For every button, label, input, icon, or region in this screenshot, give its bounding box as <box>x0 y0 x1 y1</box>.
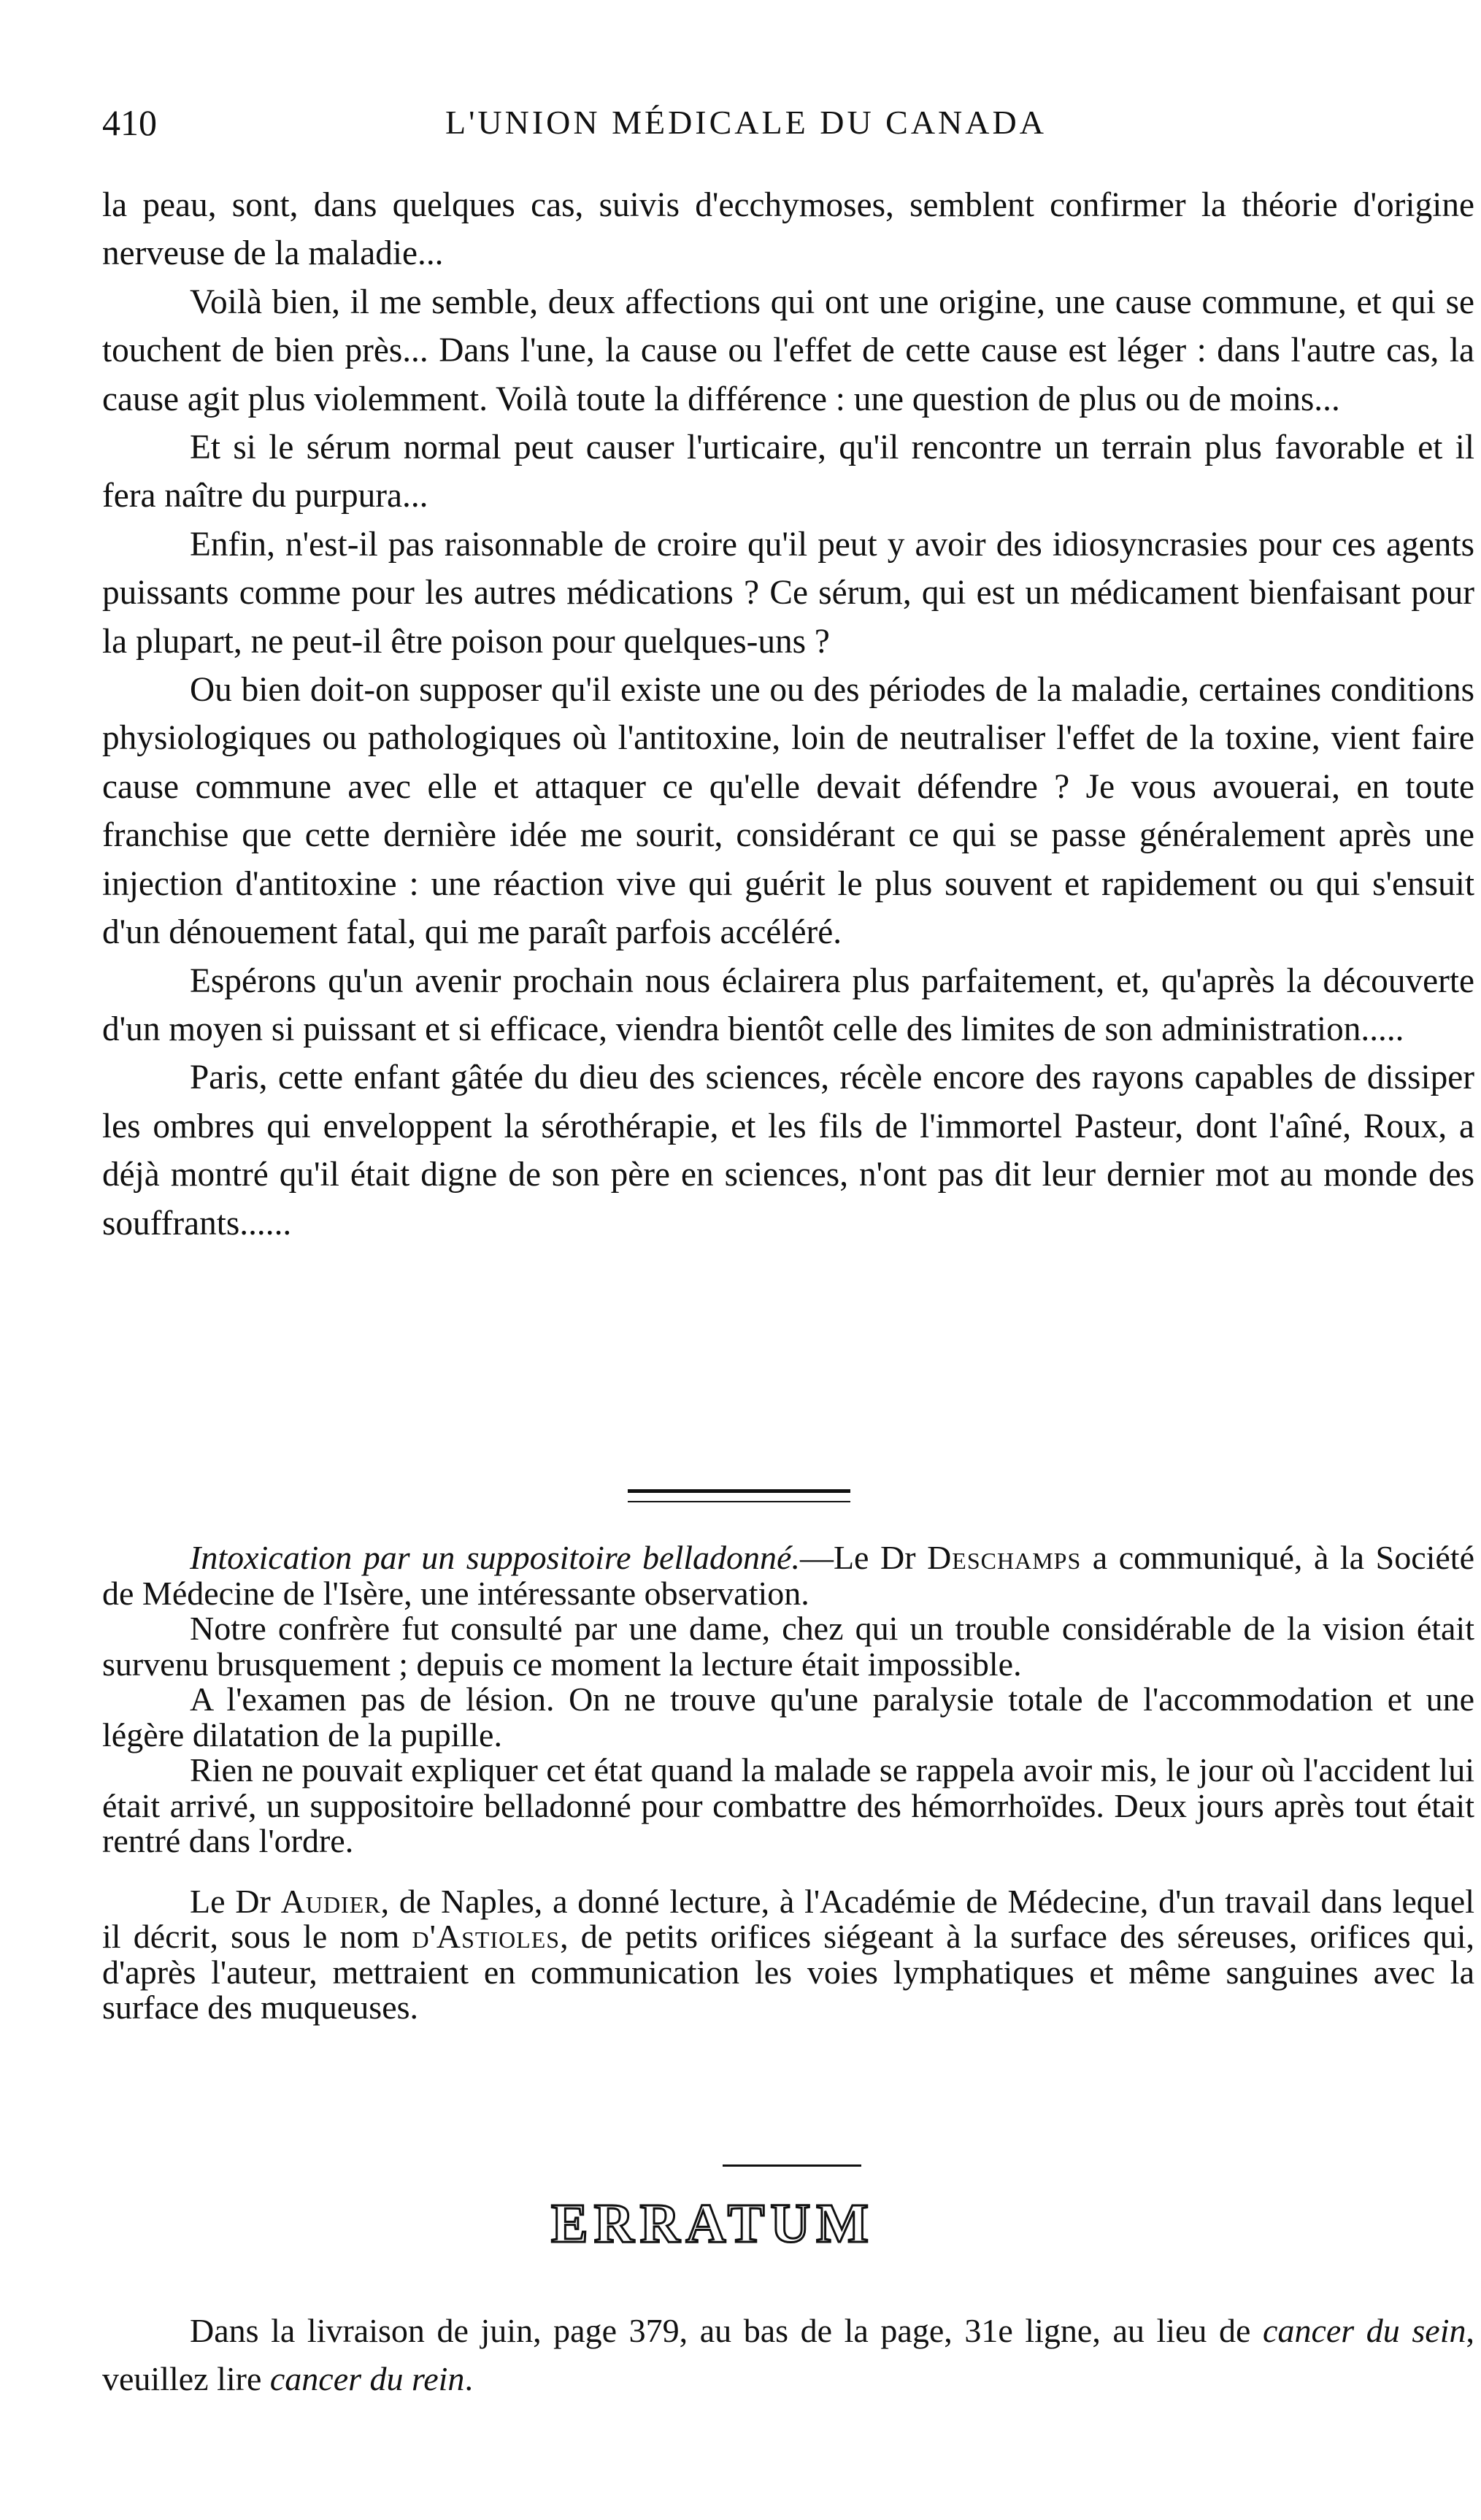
rule-divider <box>723 2164 861 2167</box>
erratum-paragraph <box>102 2307 1474 2403</box>
erratum-text-part: . <box>464 2360 473 2397</box>
notice-astioles <box>102 1884 1474 2026</box>
notice-text: a communiqué, à la Société de Médecine de l'Isère, une intéressante observation. <box>102 1539 1475 1612</box>
erratum-text <box>102 2307 1474 2403</box>
body-paragraph: Voilà bien, il me semble, deux affections qui ont une origine, une cause commune, et qui se touchent de bien près... Dans l'une, la cause ou l'effet de cette cause est léger : dans l'autre cas, la cause agit plus violemment. Voilà toute la différence : une question de plus ou de moins... <box>102 283 1474 418</box>
notice-lead: Le Dr <box>190 1882 281 1920</box>
double-rule-divider <box>628 1489 850 1502</box>
erratum-correct-term: cancer du rein <box>269 2360 465 2397</box>
notice-text: , de Naples, a donné lecture, à l'Académie de Médecine, d'un travail dans lequel il décrit, sous le nom <box>102 1882 1474 1955</box>
notice-lead: —Le Dr <box>799 1539 928 1576</box>
running-title: L'UNION MÉDICALE DU CANADA <box>445 104 1047 141</box>
erratum-heading-block <box>0 2187 1481 2260</box>
page-number: 410 <box>102 102 157 143</box>
notice-paragraph: A l'examen pas de lésion. On ne trouve qu'une paralysie totale de l'accommodation et une légère dilatation de la pupille. <box>102 1680 1474 1753</box>
page-header <box>102 101 1416 145</box>
term-name: d'Astioles <box>412 1918 561 1955</box>
notice-text: , de petits orifices siégeant à la surface des séreuses, orifices qui, d'après l'auteur, mettraient en communication les voies lymphatiques et même sanguines avec la surface des muqueuses. <box>102 1918 1474 2026</box>
news-notices <box>102 1540 1474 2026</box>
notice-paragraph: Notre confrère fut consulté par une dame, chez qui un trouble considérable de la vision était survenu brusquement ; depuis ce moment la lecture était impossible. <box>102 1610 1474 1683</box>
body-paragraph: Ou bien doit-on supposer qu'il existe une ou des périodes de la maladie, certaines conditions physiologiques ou pathologiques où l'antitoxine, loin de neutraliser l'effet de la toxine, vient faire cause commune avec elle et attaquer ce qu'elle devait défendre ? Je vous avouerai, en toute franchise que cette dernière idée me sourit, considérant ce qui se passe généralement après une injection d'antitoxine : une réaction vive qui guérit le plus souvent et rapidement ou qui s'ensuit d'un dénouement fatal, qui me paraît parfois accéléré. <box>102 671 1474 952</box>
body-paragraph: Et si le sérum normal peut causer l'urticaire, qu'il rencontre un terrain plus favorable et il fera naître du purpura... <box>102 429 1474 515</box>
erratum-wrong-term: cancer du sein <box>1263 2312 1466 2349</box>
notice-title: Intoxication par un suppositoire belladonné. <box>190 1539 800 1576</box>
body-paragraph: Enfin, n'est-il pas raisonnable de croire qu'il peut y avoir des idiosyncrasies pour ces agents puissants comme pour les autres médications ? Ce sérum, qui est un médicament bienfaisant pour la plupart, ne peut-il être poison pour quelques-uns ? <box>102 525 1474 661</box>
main-article-text <box>102 181 1474 1248</box>
notice-paragraph: Rien ne pouvait expliquer cet état quand la malade se rappela avoir mis, le jour où l'accident lui était arrivé, un suppositoire belladonné pour combattre des hémorrhoïdes. Deux jours après tout était rentré dans l'ordre. <box>102 1751 1474 1859</box>
author-name: Audier <box>280 1882 381 1920</box>
notice-intoxication <box>102 1540 1474 1611</box>
body-paragraph: Espérons qu'un avenir prochain nous éclairera plus parfaitement, et, qu'après la découverte d'un moyen si puissant et si efficace, viendra bientôt celle des limites de son administration..... <box>102 961 1474 1048</box>
erratum-text-part: , veuillez lire <box>102 2312 1474 2397</box>
body-paragraph: Paris, cette enfant gâtée du dieu des sciences, récèle encore des rayons capables de dissiper les ombres qui enveloppent la sérothérapie, et les fils de l'immortel Pasteur, dont l'aîné, Roux, a déjà montré qu'il était digne de son père en sciences, n'ont pas dit leur dernier mot au monde des souffrants...... <box>102 1059 1474 1242</box>
erratum-heading: ERRATUM <box>551 2193 875 2254</box>
author-name: Deschamps <box>927 1539 1082 1576</box>
body-paragraph: la peau, sont, dans quelques cas, suivis d'ecchymoses, semblent confirmer la théorie d'origine nerveuse de la maladie... <box>102 186 1474 273</box>
erratum-text-part: Dans la livraison de juin, page 379, au bas de la page, 31e ligne, au lieu de <box>190 2312 1263 2349</box>
